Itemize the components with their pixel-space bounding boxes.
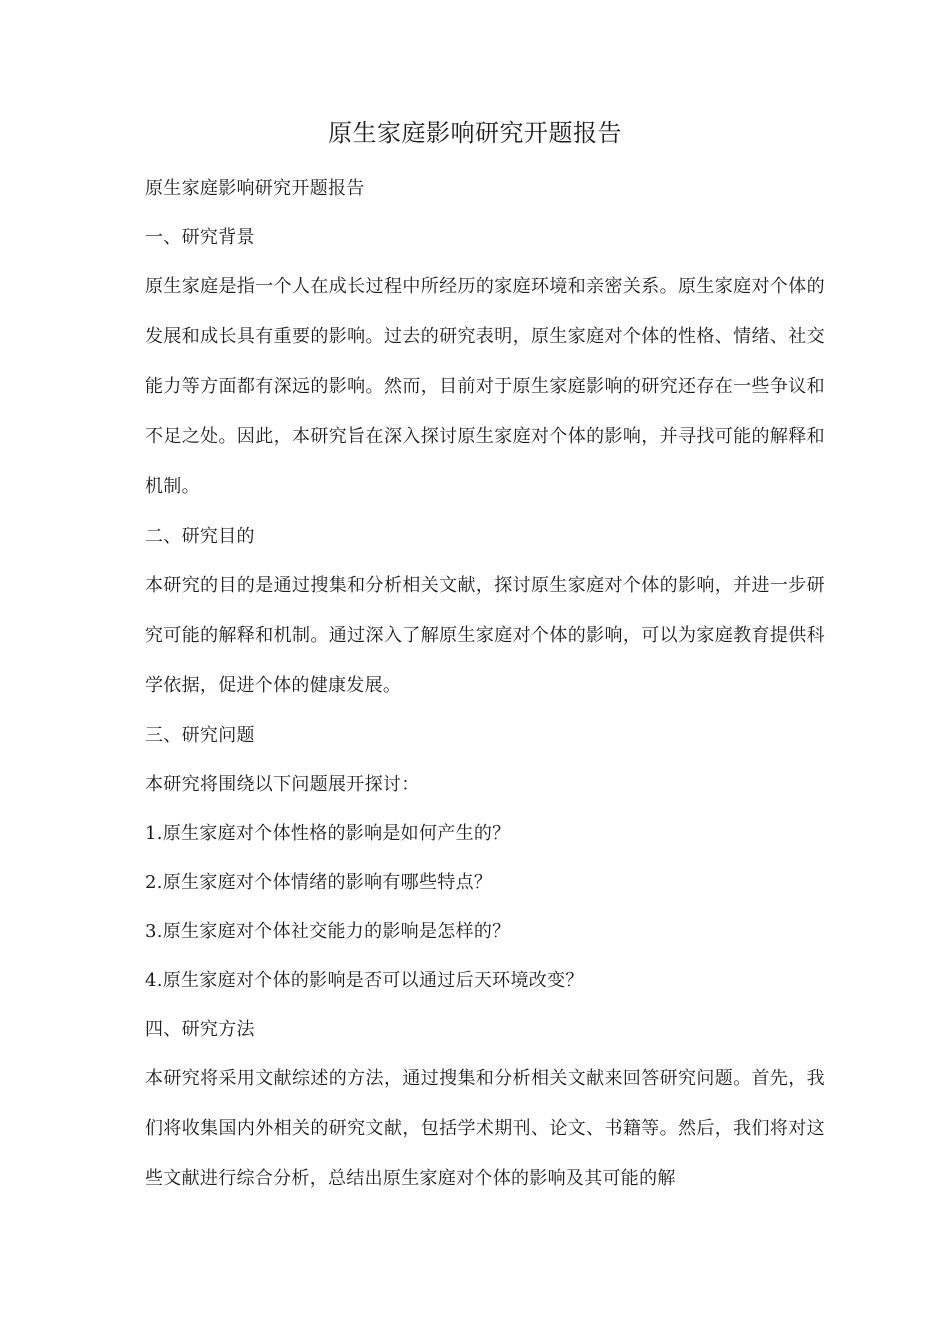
document-subtitle: 原生家庭影响研究开题报告 <box>145 178 365 199</box>
question-item: 4.原生家庭对个体的影响是否可以通过后天环境改变？ <box>145 970 584 991</box>
section-heading-methods: 四、研究方法 <box>145 1019 255 1040</box>
question-item: 2.原生家庭对个体情绪的影响有哪些特点？ <box>145 872 493 893</box>
section-heading-purpose: 二、研究目的 <box>145 526 255 547</box>
question-item: 3.原生家庭对个体社交能力的影响是怎样的？ <box>145 921 511 942</box>
document-title: 原生家庭影响研究开题报告 <box>328 119 622 147</box>
section-heading-background: 一、研究背景 <box>145 227 255 248</box>
section-text-methods: 本研究将采用文献综述的方法，通过搜集和分析相关文献来回答研究问题。首先，我们将收集国内外相关的研究文献，包括学术期刊、论文、书籍等。然后，我们将对这些文献进行综合分析，总结出原生家庭对个体的影响及其可能的解 <box>145 1068 825 1189</box>
question-item: 1.原生家庭对个体性格的影响是如何产生的？ <box>145 823 511 844</box>
section-text-purpose: 本研究的目的是通过搜集和分析相关文献，探讨原生家庭对个体的影响，并进一步研究可能的解释和机制。通过深入了解原生家庭对个体的影响，可以为家庭教育提供科学依据，促进个体的健康发展。 <box>145 575 825 696</box>
section-heading-questions: 三、研究问题 <box>145 725 255 746</box>
document-body <box>145 172 825 1212</box>
section-text-background: 原生家庭是指一个人在成长过程中所经历的家庭环境和亲密关系。原生家庭对个体的发展和成长具有重要的影响。过去的研究表明，原生家庭对个体的性格、情绪、社交能力等方面都有深远的影响。然而，目前对于原生家庭影响的研究还存在一些争议和不足之处。因此，本研究旨在深入探讨原生家庭对个体的影响，并寻找可能的解释和机制。 <box>145 276 825 497</box>
questions-intro: 本研究将围绕以下问题展开探讨： <box>145 774 420 795</box>
